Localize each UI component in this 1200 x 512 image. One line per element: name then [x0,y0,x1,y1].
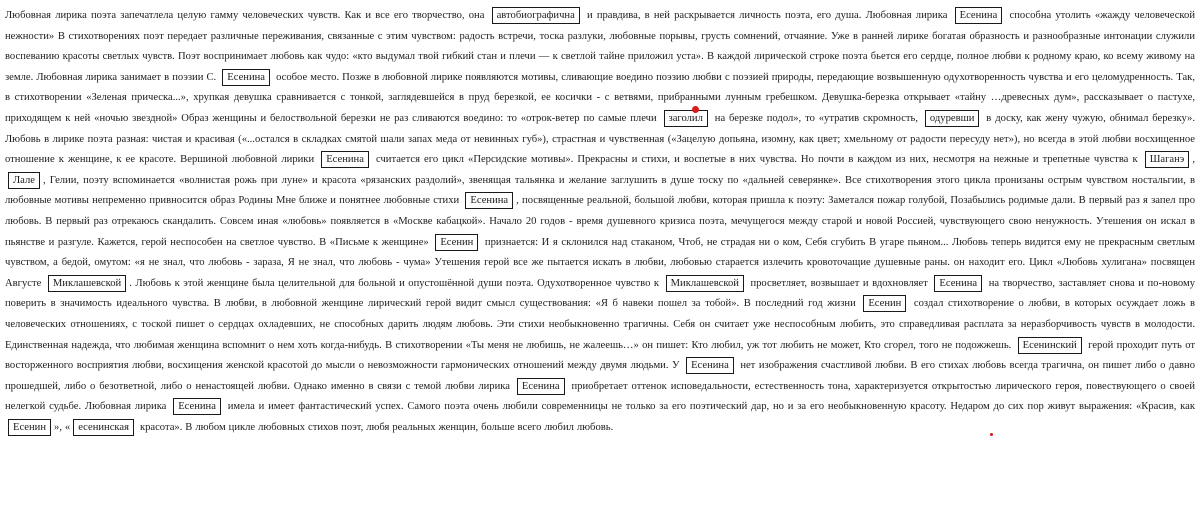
text-run-32: нет изображения счастливой любви. В его стихах любовь всегда трагична, он пишет либо о давно прошедшей, либо о безответной, либо о ненастоящей любви. Однако именно в связи с темой любви лирика [5,360,1195,392]
word-box-23[interactable]: Миклашевской [666,275,744,292]
word-box-13[interactable]: Шаганэ [1145,151,1190,168]
text-run-10: в доску, как жену чужую, обнимал березку». Любовь в лирике поэта разная: чистая и красивая («...остался в складках смятой шали запах меда от невинных губ»), страстная и чувственная («Зацелую допьяна, изомну, как цвет; хмельному от радости пересуду нет»), но всегда в этой любви восхищенное отношение к женщине, к ее красоте. Вершиной любовной лирики [5,112,1196,166]
text-run-0: Любовная лирика поэта запечатлела целую гамму человеческих чувств. Как и все его творчество, она [5,10,489,21]
text-run-22: . Любовь к этой женщине была целительной для больной и опустошённой души поэта. Одухотворенное чувство к [129,277,663,289]
word-box-25[interactable]: Есенина [934,275,982,292]
text-run-38: », « [54,421,71,433]
red-dot-mark [692,106,699,113]
text-run-24: просветляет, возвышает и вдохновляет [746,277,932,289]
text-run-8: на березке подол», то «утратив скромность, [710,112,922,124]
text-run-6: особое место. Позже в любовной лирике появляются мотивы, сливающие воедино поэзию любви с поэзией природы, передающие возвышенную одухотворенность чувства и его целомудренность. Так, в стихотворении «Зеленая прическа...», хрупкая девушка сравнивается с тонкой, заглядевшейся в пруд березкой, ее косички - с ветвями, прибранными лунным гребешком. Девушка-березка открывает «тайну …древесных дум», рассказывает о пастухе, приходящем к ней «ночью звездной» Образ женщины и белоствольной березки не раз сливаются воедино: то «отрок-ветер по самые плечи [5,71,1195,124]
text-run-26: на творчество, заставляет снова и по-новому поверить в значимость идеального чувства. В любви, в любовной женщине лирический герой видит смысл существования: «Я б навеки пошел за тобой». В последний год жизни [5,277,1195,310]
word-box-31[interactable]: Есенина [686,357,734,374]
text-run-4: способна утолить «жажду человеческой нежности» В стихотворениях поэт передает различные переживания, связанные с этим чувством: радость встречи, тоска разлуки, любовные порывы, грусть сомнений, отчаяние. Уже в ранней лирике богатая образность и разнообразные интонации служили воспеванию красоты светлых чувств. Поэт воспринимает любовь как чудо: «кто выдумал твой гибкий стан и плечи — к светлой тайне приложил уста». В каждой лирической строке поэта бьется его сердце, полное любви к родному краю, ко всему живому на земле. Любовная лирика занимает в поэзии С. [5,10,1195,83]
word-box-19[interactable]: Есенин [435,234,478,251]
word-box-9[interactable]: одуревши [925,110,980,127]
text-run-16: , Гелии, поэту вспоминается «волнистая рожь при луне» и красота «рязанских раздолий», звенящая тальянка и желание заглушить в душе тоску по «дальней северянке». Все стихотворения этого цикла пронизаны острым чувством ностальгии, в любовные мотивы непременно привносится образ Родины Мне ближе и понятнее любовные стихи [5,174,1195,207]
word-box-5[interactable]: Есенина [222,69,270,86]
word-box-33[interactable]: Есенина [517,378,565,395]
text-run-36: имела и имеет фантастический успех. Самого поэта очень любили современницы не только за его поэтический дар, но и за его необыкновенную красоту. Недаром до сих пор живут выражения: «Красив, как [223,401,1195,413]
word-box-21[interactable]: Миклашевской [48,275,126,292]
word-box-27[interactable]: Есенин [863,295,906,312]
text-run-40: красота». В любом цикле любовных стихов поэт, любя реальных женщин, больше всего любил любовь. [137,421,614,433]
text-run-28: создал стихотворение о любви, в которых осуждает ложь в человеческих отношениях, с тоской пишет о сердцах охладевших, не способных дарить людям любовь. Эти стихи необыкновенно трагичны. Себя он считает уже неспособным любить, это справедливая расплата за неразборчивость чувств в молодости. Единственная надежда, что любимая женщина вспомнит о нем хоть когда-нибудь. В стихотворении «Ты меня не любишь, не жалеешь…» он пишет: Кто любил, уж тот любить не может, Кто сгорел, того не подожжешь. [5,298,1195,351]
word-box-15[interactable]: Лале [8,172,40,189]
text-run-34: приобретает оттенок исповедальности, естественность тона, характеризуется открытостью лирического героя, повествующего о своей нелегкой судьбе. Любовная лирика [5,380,1195,413]
text-run-30: герой проходит путь от восторженного восприятия любви, восхищения женской красотой до мысли о невозможности гармонических отношений между двумя людьми. У [5,339,1195,372]
word-box-35[interactable]: Есенина [173,398,221,415]
text-run-18: , посвященные реальной, большой любви, которая пришла к поэту: Заметался пожар голубой, Позабылись родимые дали. В первый раз я запел про любовь. В первый раз отрекаюсь скандалить. Совсем иная «любовь» появляется в «Москве кабацкой». Начало 20 годов - время душевного кризиса поэта, мечущегося между старой и новой Россией, чувствующего свою ненужность. Утешения он искал в пьянстве и разгуле. Кажется, герой неспособен на светлое чувство. В «Письме к женщине» [5,195,1195,248]
red-dot-mark-small [990,433,993,436]
text-run-20: признается: И я склонился над стаканом, Чтоб, не страдая ни о ком, Себя сгубить В угаре пьяном... Любовь теперь видится ему не прекрасным светлым чувством, а бедой, омутом: «я не знал, что любовь - зараза, Я не знал, что любовь - чума» Утешения герой все же пытается искать в любви, любовью старается излечить кровоточащие душевные раны. он находит его. Цикл «Любовь хулигана» посвящен Августе [5,236,1195,289]
word-box-1[interactable]: автобиографична [492,7,580,24]
word-box-37[interactable]: Есенин [8,419,51,436]
essay-text [5,6,1195,438]
text-run-2: и правдива, в ней раскрывается личность поэта, его душа. Любовная лирика [582,10,952,21]
text-run-14: , [1192,154,1195,166]
text-run-12: считается его цикл «Персидские мотивы». Прекрасны и стихи, и воспетые в них чувства. Но почти в каждом из них, несмотря на нежные и трепетные чувства к [371,154,1142,166]
word-box-39[interactable]: есенинская [73,419,134,436]
word-box-7[interactable]: заголил [664,110,708,127]
word-box-29[interactable]: Есенинский [1018,337,1082,354]
word-box-3[interactable]: Есенина [955,7,1003,24]
word-box-17[interactable]: Есенина [465,192,513,209]
word-box-11[interactable]: Есенина [321,151,369,168]
